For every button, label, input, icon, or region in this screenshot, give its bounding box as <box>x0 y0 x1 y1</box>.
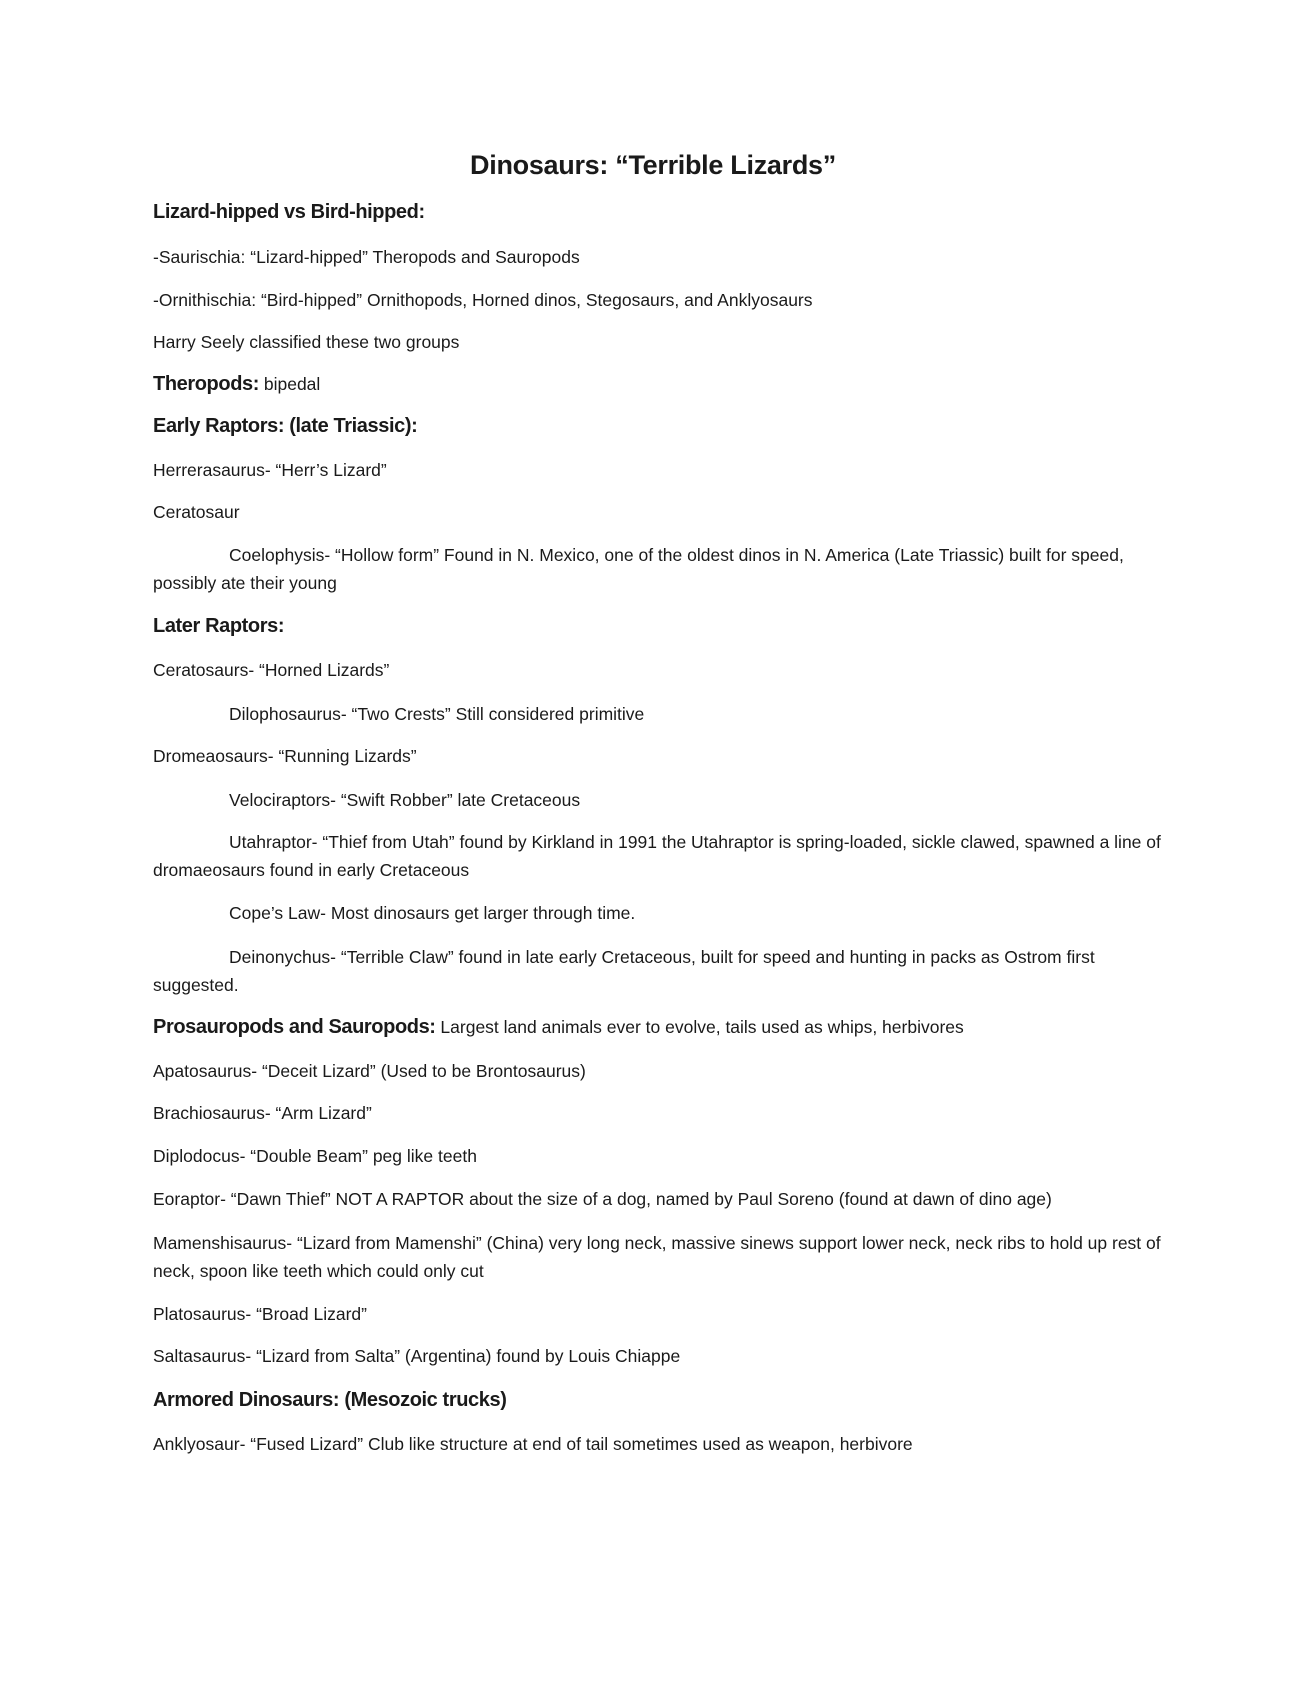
heading-later-raptors: Later Raptors: <box>153 615 285 637</box>
paragraph: Herrerasaurus- “Herr’s Lizard” <box>153 460 387 480</box>
paragraph: Anklyosaur- “Fused Lizard” Club like structure at end of tail sometimes used as weapon, herbivore <box>153 1434 913 1454</box>
paragraph: Diplodocus- “Double Beam” peg like teeth <box>153 1146 477 1166</box>
paragraph-theropods <box>153 370 1163 398</box>
paragraph: Apatosaurus- “Deceit Lizard” (Used to be Brontosaurus) <box>153 1061 586 1081</box>
paragraph: Dromeaosaurs- “Running Lizards” <box>153 746 417 766</box>
paragraph: -Saurischia: “Lizard-hipped” Theropods and Sauropods <box>153 247 580 267</box>
paragraph: Mamenshisaurus- “Lizard from Mamenshi” (China) very long neck, massive sinews support lower neck, neck ribs to hold up rest of neck, spoon like teeth which could only cut <box>153 1233 1161 1281</box>
paragraph-indented: Utahraptor- “Thief from Utah” found by Kirkland in 1991 the Utahraptor is spring-loaded, sickle clawed, spawned a line of dromaeosaurs found in early Cretaceous <box>153 832 1161 880</box>
paragraph: Brachiosaurus- “Arm Lizard” <box>153 1103 372 1123</box>
heading-lizard-bird-hipped: Lizard-hipped vs Bird-hipped: <box>153 201 425 223</box>
paragraph: Platosaurus- “Broad Lizard” <box>153 1304 367 1324</box>
inline-heading: Prosauropods and Sauropods: <box>153 1016 436 1038</box>
paragraph: Harry Seely classified these two groups <box>153 332 460 352</box>
heading-early-raptors: Early Raptors: (late Triassic): <box>153 415 418 437</box>
paragraph: Ceratosaur <box>153 502 240 522</box>
paragraph: Saltasaurus- “Lizard from Salta” (Argentina) found by Louis Chiappe <box>153 1346 681 1366</box>
page-title: Dinosaurs: “Terrible Lizards” <box>470 150 836 180</box>
inline-heading: Theropods: <box>153 373 259 395</box>
paragraph: Eoraptor- “Dawn Thief” NOT A RAPTOR about the size of a dog, named by Paul Soreno (found at dawn of dino age) <box>153 1189 1052 1209</box>
inline-text: bipedal <box>259 374 321 394</box>
paragraph-indented: Deinonychus- “Terrible Claw” found in late early Cretaceous, built for speed and hunting in packs as Ostrom first suggested. <box>153 947 1095 995</box>
paragraph-indented: Velociraptors- “Swift Robber” late Cretaceous <box>229 790 581 810</box>
paragraph-indented: Cope’s Law- Most dinosaurs get larger through time. <box>229 903 636 923</box>
paragraph-sauropods <box>153 1013 1163 1041</box>
heading-armored-dinosaurs: Armored Dinosaurs: (Mesozoic trucks) <box>153 1389 507 1411</box>
paragraph-indented: Dilophosaurus- “Two Crests” Still considered primitive <box>229 704 645 724</box>
paragraph: Ceratosaurs- “Horned Lizards” <box>153 660 390 680</box>
paragraph-indented: Coelophysis- “Hollow form” Found in N. Mexico, one of the oldest dinos in N. America (Late Triassic) built for speed, possibly ate their young <box>153 545 1124 593</box>
paragraph: -Ornithischia: “Bird-hipped” Ornithopods, Horned dinos, Stegosaurs, and Anklyosaurs <box>153 290 813 310</box>
inline-text: Largest land animals ever to evolve, tails used as whips, herbivores <box>435 1017 964 1037</box>
